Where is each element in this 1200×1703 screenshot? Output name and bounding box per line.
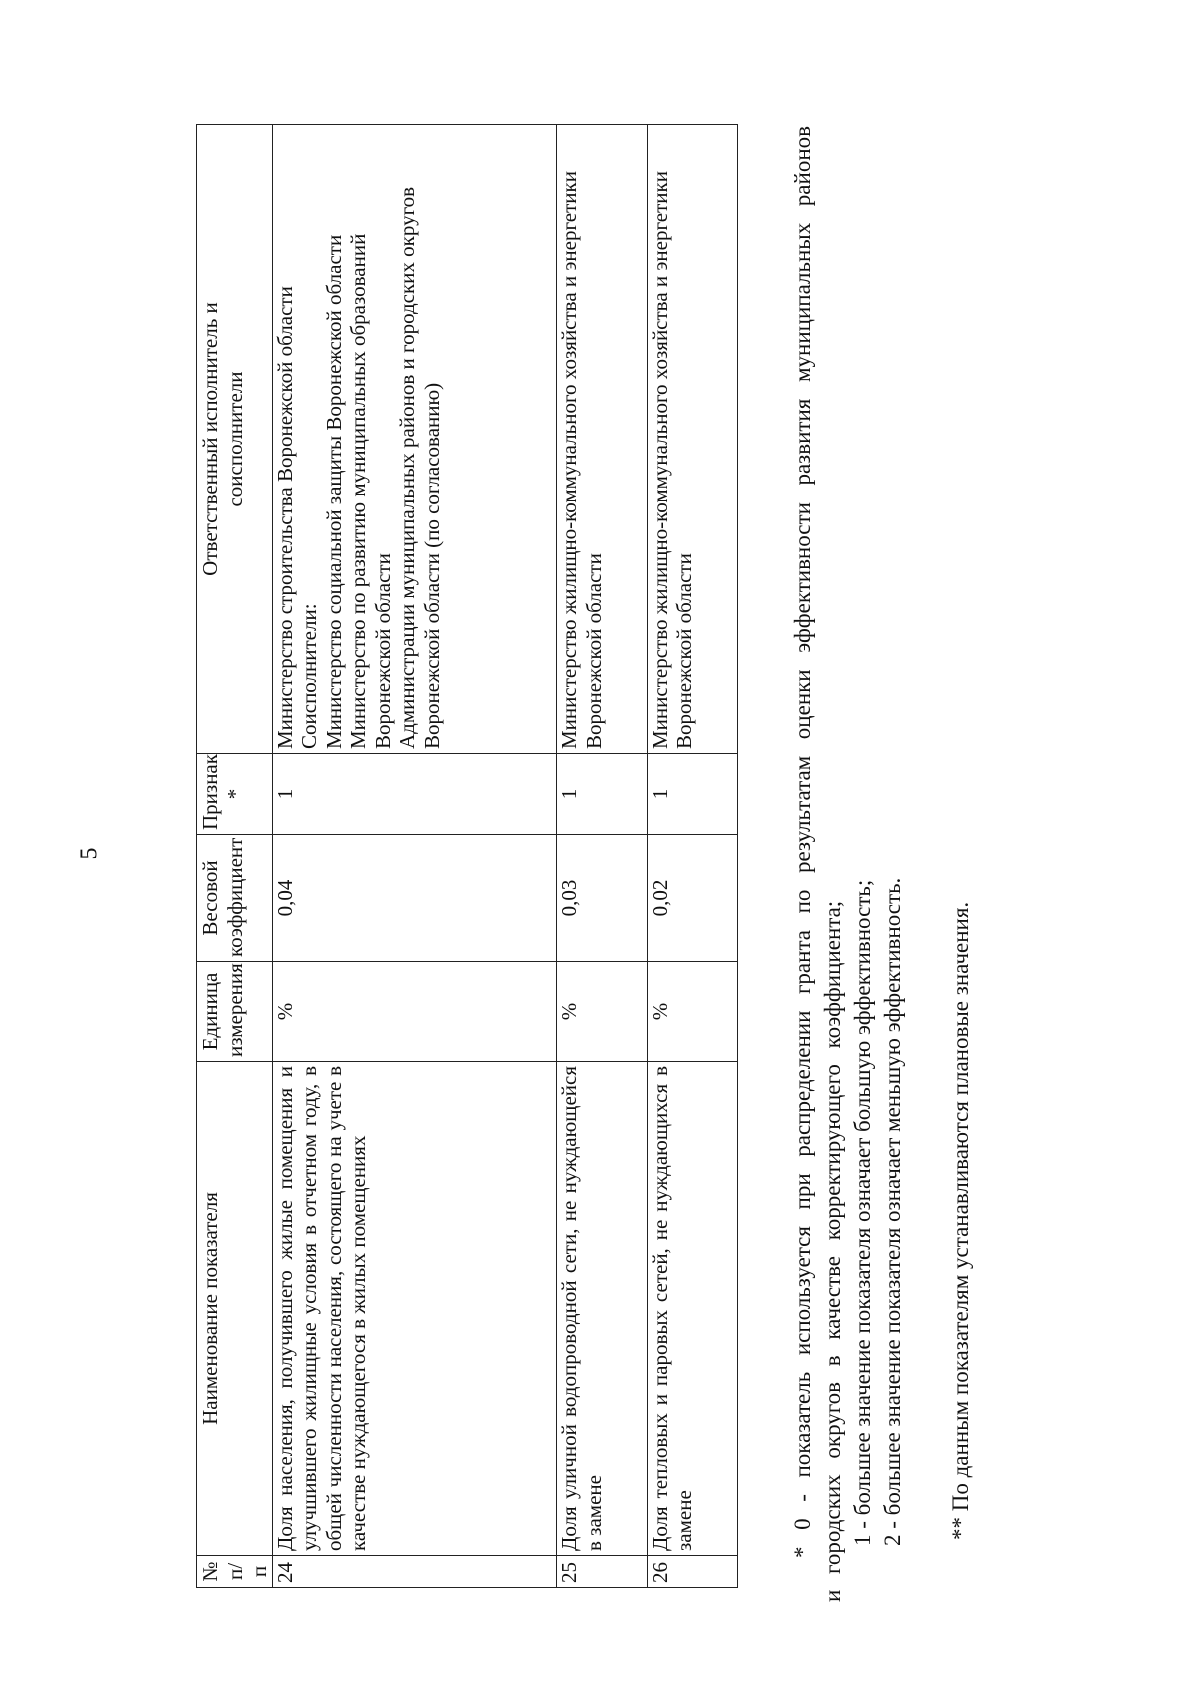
footnote-item-2: 2 - большее значение показателя означает меньшую эффективность. (880, 877, 905, 1546)
row-number: 24 (272, 1556, 557, 1588)
table-row-24 (272, 125, 557, 1588)
responsible-line: Министерство жилищно-коммунального хозяйства и энергетики Воронежской области (647, 171, 697, 749)
indicator-name: Доля населения, получившего жилые помещения и улучшившего жилищные условия в отчетном году, в общей численности населения, состоящего на учете в качестве нуждающегося в жилых помещениях (272, 1062, 557, 1556)
header-responsible: Ответственный исполнитель и соисполнители (197, 125, 273, 754)
sign-cell: 1 (272, 754, 557, 835)
footnote-single-asterisk: * 0 - показатель используется при распределении гранта по результатам оценки эффективности развития муниципальных районов и городских округов в качестве корректирующего коэффициента; (790, 126, 845, 1602)
unit-cell: % (272, 962, 557, 1062)
table-row-25 (557, 125, 647, 1588)
row-number: 26 (647, 1556, 737, 1588)
responsible-line: Соисполнители: (297, 603, 321, 749)
header-weight: Весовой коэффициент (197, 835, 273, 962)
unit-cell: % (647, 962, 737, 1062)
header-unit: Единица измерения (197, 962, 273, 1062)
footnote-item-1: 1 - большее значение показателя означает большую эффективность; (850, 879, 875, 1546)
header-indicator-name: Наименование показателя (197, 1062, 273, 1556)
responsible-line: Министерство по развитию муниципальных образований Воронежской области (346, 233, 395, 749)
sign-cell: 1 (647, 754, 737, 835)
responsible-line: Министерство жилищно-коммунального хозяйства и энергетики Воронежской области (557, 171, 606, 749)
unit-cell: % (557, 962, 647, 1062)
table-header-row (197, 125, 273, 1588)
table-row-26 (647, 125, 737, 1588)
weight-cell: 0,02 (647, 835, 737, 962)
footnotes (788, 126, 976, 1602)
indicator-name: Доля уличной водопроводной сети, не нуждающейся в замене (557, 1062, 647, 1556)
row-number: 25 (557, 1556, 647, 1588)
responsible-cell (272, 125, 557, 754)
footnote-double-asterisk: ** По данным показателям устанавливаются плановые значения. (948, 901, 973, 1540)
responsible-line: Министерство социальной защиты Воронежской области (321, 234, 346, 749)
responsible-line: Администрации муниципальных районов и городских округов Воронежской области (по согласованию) (395, 186, 444, 749)
indicator-name: Доля тепловых и паровых сетей, не нуждающихся в замене (647, 1062, 737, 1556)
rotated-page-content (196, 42, 1056, 1602)
weight-cell: 0,03 (557, 835, 647, 962)
responsible-line: Министерство строительства Воронежской области (272, 286, 297, 749)
indicators-table (196, 124, 738, 1588)
sign-cell: 1 (557, 754, 647, 835)
page-number: 5 (76, 847, 103, 860)
weight-cell: 0,04 (272, 835, 557, 962)
responsible-cell (557, 125, 647, 754)
header-number: № п/п (197, 1556, 273, 1588)
header-sign: Признак * (197, 754, 273, 835)
responsible-cell (647, 125, 737, 754)
